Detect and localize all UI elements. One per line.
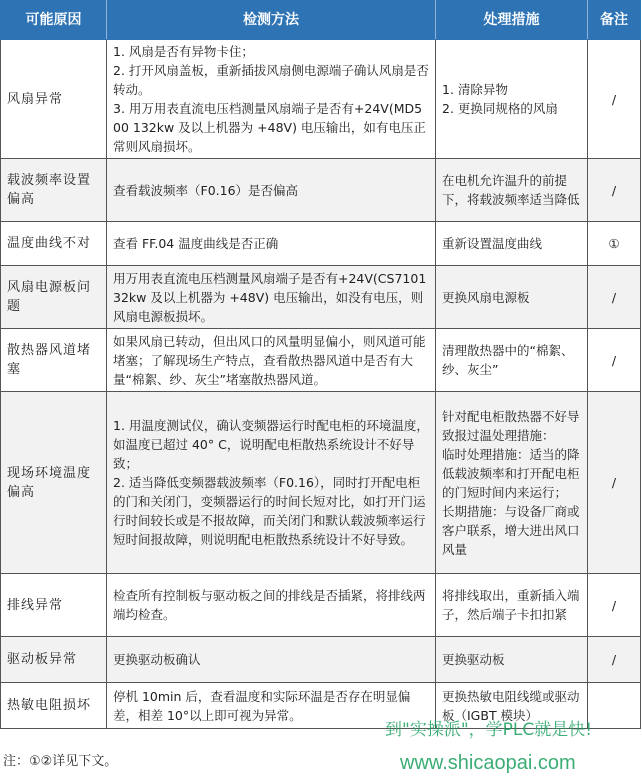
method-cell: 用万用表直流电压档测量风扇端子是否有+24V(CS710132kw 及以上机器为 +48V) 电压输出，如没有电压，则风扇电源板损坏。 [107,266,436,329]
cause-cell: 温度曲线不对 [1,222,107,266]
header-method: 检测方法 [107,1,436,40]
method-cell: 1. 风扇是否有异物卡住； 2. 打开风扇盖板，重新插拔风扇侧电源端子确认风扇是否转动。 3. 用万用表直流电压档测量风扇端子是否有+24V(MD500 132kw 及以上机器为 +48V) 电压输出，如有电压正常则风扇损坏。 [107,40,436,159]
note-cell: / [588,574,641,637]
watermark-url: www.shicaopai.com [400,752,576,774]
header-note: 备注 [588,1,641,40]
table-row [1,392,641,574]
method-cell: 1. 用温度测试仪，确认变频器运行时配电柜的环境温度，如温度已超过 40° C，说明配电柜散热系统设计不好导致； 2. 适当降低变频器载波频率（F0.16），同时打开配电柜的门和关闭门，变频器运行的时间长短对比，如打开门运行时间较长或是不报故障，而关闭门和默认载波频率运行短时间报故障，则说明配电柜散热系统设计不好导致。 [107,392,436,574]
header-cause: 可能原因 [1,1,107,40]
cause-cell: 风扇电源板问题 [1,266,107,329]
action-cell: 重新设置温度曲线 [436,222,588,266]
cause-cell: 载波频率设置偏高 [1,159,107,222]
method-cell: 检查所有控制板与驱动板之间的排线是否插紧，将排线两端均检查。 [107,574,436,637]
method-cell: 更换驱动板确认 [107,637,436,683]
note-cell [588,683,641,729]
header-action: 处理措施 [436,1,588,40]
cause-cell: 风扇异常 [1,40,107,159]
method-cell: 如果风扇已转动，但出风口的风量明显偏小，则风道可能堵塞；了解现场生产特点，查看散热器风道中是否有大量“棉絮、纱、灰尘”堵塞散热器风道。 [107,329,436,392]
note-cell: / [588,329,641,392]
table-row [1,40,641,159]
note-cell: / [588,159,641,222]
footnote: 注：①②详见下文。 [3,754,118,769]
note-cell: / [588,392,641,574]
table-row [1,266,641,329]
method-cell: 停机 10min 后，查看温度和实际环温是否存在明显偏差，相差 10°以上即可视为异常。 [107,683,436,729]
cause-cell: 现场环境温度偏高 [1,392,107,574]
action-cell: 1. 清除异物 2. 更换同规格的风扇 [436,40,588,159]
table-header-row [1,1,641,40]
cause-cell: 散热器风道堵塞 [1,329,107,392]
method-cell: 查看 FF.04 温度曲线是否正确 [107,222,436,266]
note-cell: ① [588,222,641,266]
action-cell: 更换驱动板 [436,637,588,683]
watermark-slogan: 到"实操派"，学PLC就是快! [385,720,593,740]
cause-cell: 热敏电阻损坏 [1,683,107,729]
action-cell: 针对配电柜散热器不好导致报过温处理措施： 临时处理措施：适当的降低载波频率和打开配电柜的门短时间内来运行； 长期措施：与设备厂商或客户联系，增大进出风口风量 [436,392,588,574]
table-row [1,637,641,683]
table-row [1,574,641,637]
action-cell: 将排线取出，重新插入端子，然后端子卡扣扣紧 [436,574,588,637]
action-cell: 在电机允许温升的前提下，将载波频率适当降低 [436,159,588,222]
table-row [1,329,641,392]
note-cell: / [588,266,641,329]
action-cell: 更换风扇电源板 [436,266,588,329]
table-row [1,222,641,266]
cause-cell: 排线异常 [1,574,107,637]
cause-cell: 驱动板异常 [1,637,107,683]
action-cell: 清理散热器中的“棉絮、纱、灰尘” [436,329,588,392]
table-row [1,159,641,222]
note-cell: / [588,637,641,683]
action-cell: 更换热敏电阻线缆或驱动板（IGBT 模块） [436,683,588,729]
note-cell: / [588,40,641,159]
method-cell: 查看载波频率（F0.16）是否偏高 [107,159,436,222]
